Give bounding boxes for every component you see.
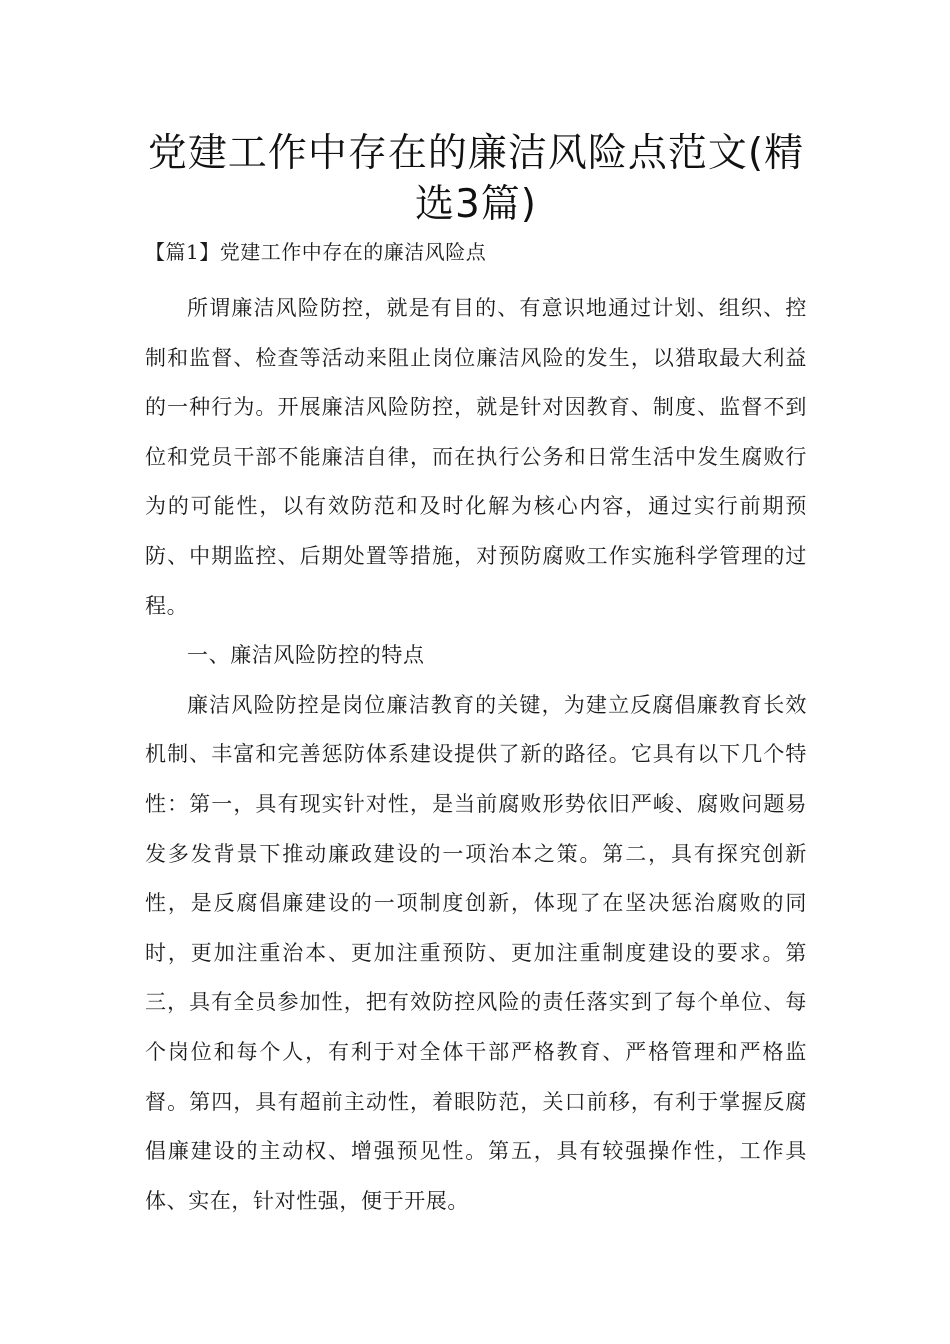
sub-heading-features: 一、廉洁风险防控的特点 bbox=[187, 643, 425, 668]
document-page bbox=[145, 128, 807, 1226]
paragraph-intro: 所谓廉洁风险防控，就是有目的、有意识地通过计划、组织、控制和监督、检查等活动来阻止岗位廉洁风险的发生，以猎取最大利益的一种行为。开展廉洁风险防控，就是针对因教育、制度、监督不到位和党员干部不能廉洁自律，而在执行公务和日常生活中发生腐败行为的可能性，以有效防范和及时化解为核心内容，通过实行前期预防、中期监控、后期处置等措施，对预防腐败工作实施科学管理的过程。 bbox=[145, 296, 807, 618]
section-heading: 【篇1】党建工作中存在的廉洁风险点 bbox=[145, 240, 487, 264]
document-title: 党建工作中存在的廉洁风险点范文(精选3篇) bbox=[147, 131, 805, 227]
paragraph-features: 廉洁风险防控是岗位廉洁教育的关键，为建立反腐倡廉教育长效机制、丰富和完善惩防体系建设提供了新的路径。它具有以下几个特性：第一，具有现实针对性，是当前腐败形势依旧严峻、腐败问题易发多发背景下推动廉政建设的一项治本之策。第二，具有探究创新性，是反腐倡廉建设的一项制度创新，体现了在坚决惩治腐败的同时，更加注重治本、更加注重预防、更加注重制度建设的要求。第三，具有全员参加性，把有效防控风险的责任落实到了每个单位、每个岗位和每个人，有利于对全体干部严格教育、严格管理和严格监督。第四，具有超前主动性，着眼防范，关口前移，有利于掌握反腐倡廉建设的主动权、增强预见性。第五，具有较强操作性，工作具体、实在，针对性强，便于开展。 bbox=[145, 692, 807, 1213]
